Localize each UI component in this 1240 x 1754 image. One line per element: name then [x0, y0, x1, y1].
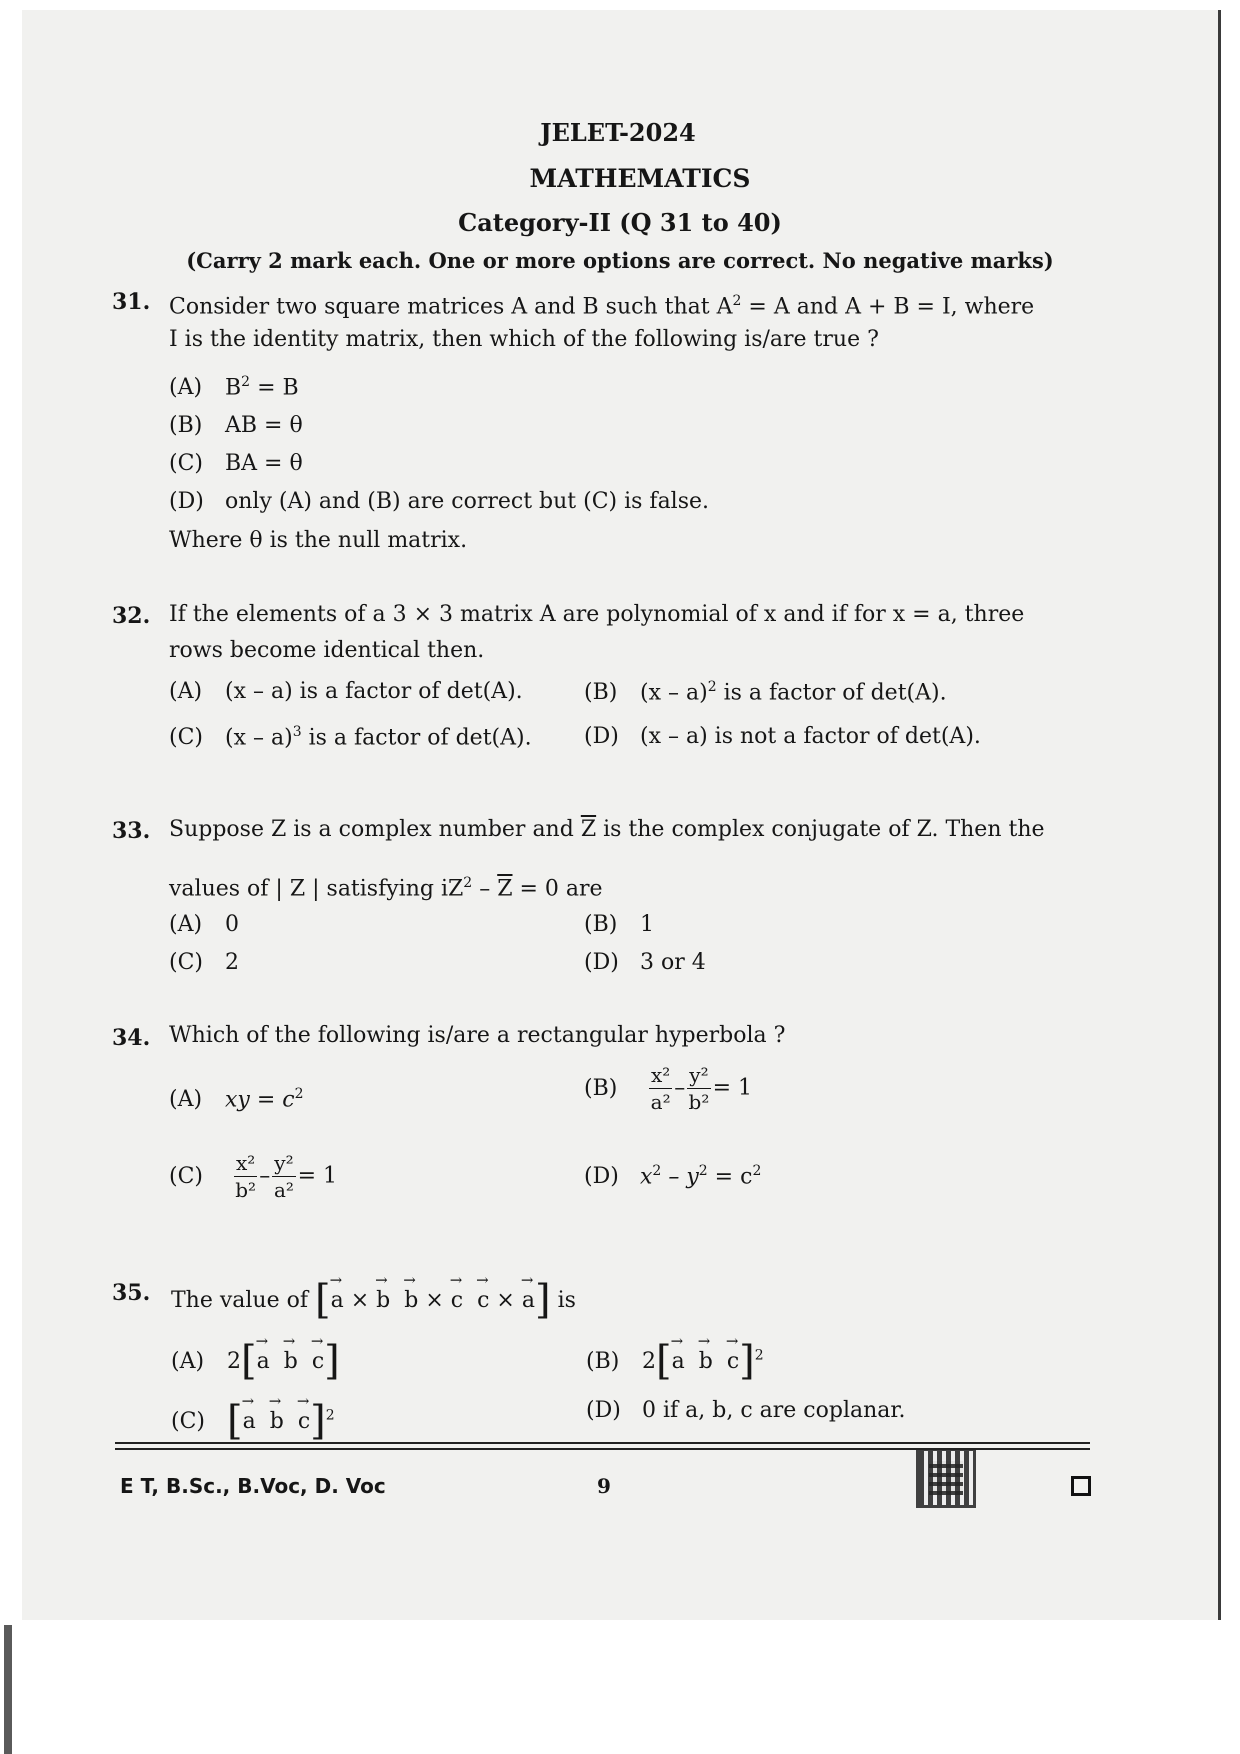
option-35-d: (D) 0 if a, b, c are coplanar.: [586, 1398, 906, 1423]
option-32-a: (A) (x – a) is a factor of det(A).: [169, 679, 523, 704]
option-33-b: (B) 1: [584, 912, 654, 937]
question-31-note: Where θ is the null matrix.: [169, 528, 468, 553]
question-number-34: 34.: [112, 1025, 151, 1051]
question-number-31: 31.: [112, 289, 151, 315]
question-33-line2: values of | Z | satisfying $iZ^2 - \overline{Z} = 0$ are: [169, 875, 603, 902]
exam-title: JELET-2024: [540, 118, 696, 147]
question-31-line2: I is the identity matrix, then which of the following is/are true ?: [169, 327, 879, 352]
option-33-d: (D) 3 or 4: [584, 950, 706, 975]
option-35-b: (B) $2[\to a \to b \to c]^2$: [586, 1338, 764, 1384]
question-35-line1: The value of [→ a × → b → b × → c → c × → a] is: [171, 1277, 576, 1323]
question-number-35: 35.: [112, 1280, 151, 1306]
scan-edge: [4, 1625, 12, 1754]
corner-square-icon: [1071, 1476, 1091, 1496]
question-32-line1: If the elements of a 3 × 3 matrix A are polynomial of x and if for x = a, three: [169, 602, 1025, 627]
option-32-b: (B) (x – a)$^2$ is a factor of det(A).: [584, 679, 947, 706]
page-number: 9: [597, 1474, 611, 1498]
option-32-d: (D) (x – a) is not a factor of det(A).: [584, 724, 981, 749]
question-33-line1: Suppose Z is a complex number and $\overline{Z}$ is the complex conjugate of Z. Then the: [169, 817, 1045, 842]
option-32-c: (C) (x – a)$^3$ is a factor of det(A).: [169, 724, 532, 751]
option-34-a: (A) xy = $c^2$: [169, 1086, 304, 1113]
option-31-c: (C) BA = θ: [169, 451, 303, 476]
option-31-d: (D) only (A) and (B) are correct but (C) is false.: [169, 489, 710, 514]
option-34-b: (B) $\frac{\text{x²}}{\text{a²}}$ – $\frac{\text{y²}}{\text{b²}}$ = 1: [584, 1063, 753, 1114]
instructions: (Carry 2 mark each. One or more options are correct. No negative marks): [186, 248, 1054, 273]
option-31-b: (B) AB = θ: [169, 413, 303, 438]
subject-title: MATHEMATICS: [529, 164, 751, 193]
option-35-a: (A) 2[→ a → b → c]: [171, 1338, 340, 1384]
option-33-a: (A) 0: [169, 912, 239, 937]
question-32-line2: rows become identical then.: [169, 638, 485, 663]
option-34-c: (C) $\frac{\text{x²}}{\text{b²}}$ – $\frac{\text{y²}}{\text{a²}}$ = 1: [169, 1151, 338, 1202]
question-31-line1: Consider two square matrices A and B such that $A^2 = A$ and A + B = I, where: [169, 293, 1035, 320]
footer-rule: [115, 1442, 1090, 1444]
question-number-32: 32.: [112, 603, 151, 629]
question-number-33: 33.: [112, 818, 151, 844]
option-35-c: (C) [→ a → b → c]$^2$: [171, 1398, 335, 1444]
option-33-c: (C) 2: [169, 950, 239, 975]
option-34-d: (D) $x^2 - y^2 = c^2$: [584, 1163, 762, 1190]
qr-code-icon: [916, 1448, 976, 1508]
category-title: Category-II (Q 31 to 40): [458, 208, 782, 237]
footer-courses: E T, B.Sc., B.Voc, D. Voc: [120, 1474, 386, 1498]
question-34-line1: Which of the following is/are a rectangular hyperbola ?: [169, 1023, 786, 1048]
option-31-a: (A) $B^2 = B$: [169, 374, 299, 401]
